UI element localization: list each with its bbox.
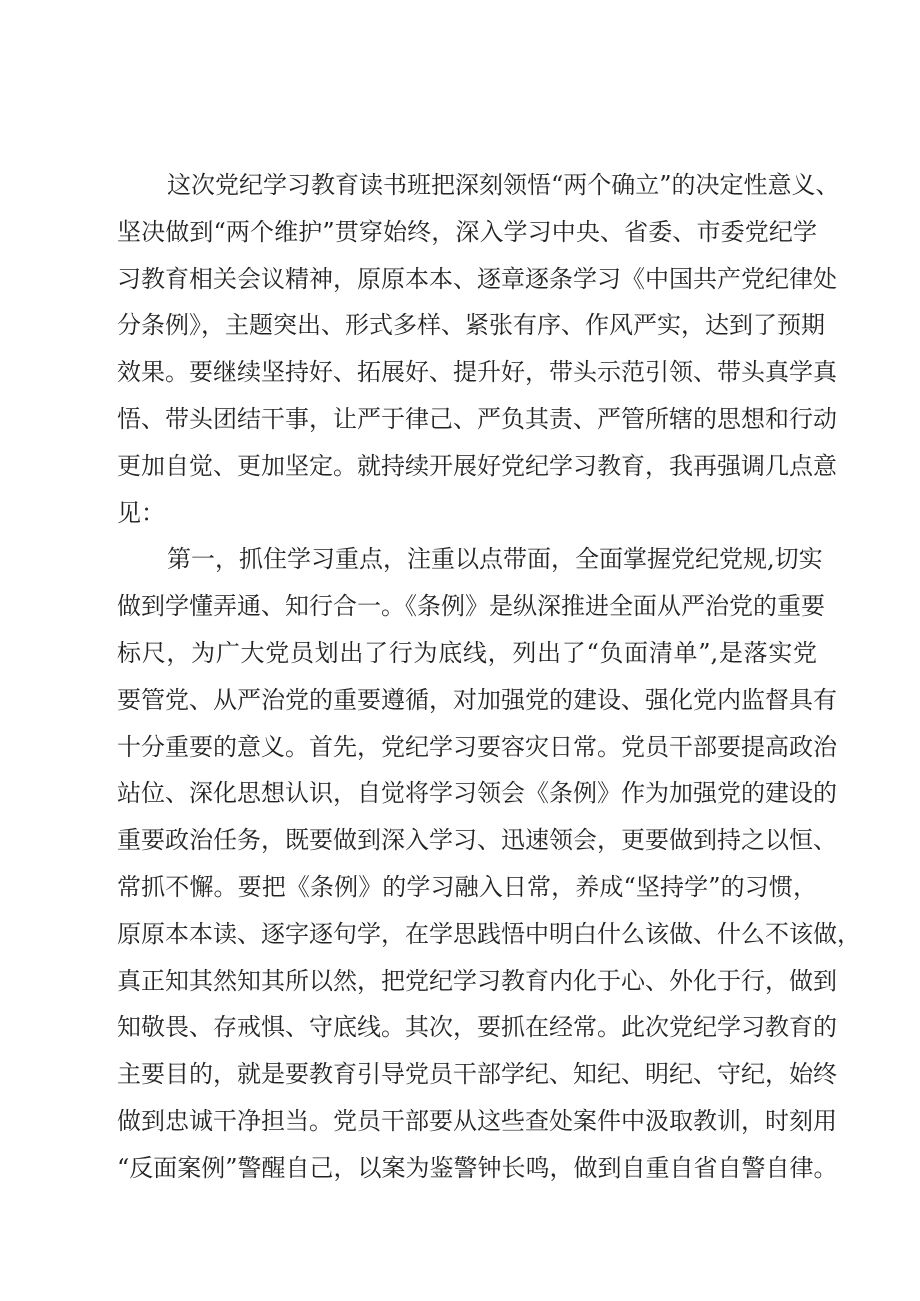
text-line: 这次党纪学习教育读书班把深刻领悟“两个确立”的决定性意义、	[167, 171, 840, 199]
text-line: 重要政治任务，既要做到深入学习、迅速领会，更要做到持之以恒、	[117, 826, 837, 855]
text-line: 标尺，为广大党员划出了行为底线，列出了“负面清单”,是落实党	[117, 638, 817, 667]
paragraph-intro	[117, 162, 840, 536]
document-body	[117, 162, 861, 1192]
text-line: 知敬畏、存戒惧、守底线。其次，要抓在经常。此次党纪学习教育的	[117, 1013, 837, 1042]
text-line: 分条例》，主题突出、形式多样、紧张有序、作风严实，达到了预期	[117, 311, 825, 340]
text-line: 做到学懂弄通、知行合一。《条例》是纵深推进全面从严治党的重要	[117, 592, 825, 621]
paragraph-point-one	[117, 536, 861, 1191]
text-line: 十分重要的意义。首先，党纪学习要容灾日常。党员干部要提高政治	[117, 732, 837, 761]
text-line: 效果。要继续坚持好、拓展好、提升好，带头示范引领、带头真学真	[117, 358, 837, 387]
text-line: 见：	[117, 498, 165, 527]
text-line: 更加自觉、更加坚定。就持续开展好党纪学习教育，我再强调几点意	[117, 451, 837, 480]
text-line: 做到忠诚干净担当。党员干部要从这些查处案件中汲取教训，时刻用	[117, 1106, 837, 1135]
text-line: 主要目的，就是要教育引导党员干部学纪、知纪、明纪、守纪，始终	[117, 1060, 837, 1089]
text-line: 悟、带头团结干事，让严于律己、严负其责、严管所辖的思想和行动	[117, 404, 837, 433]
text-line: 常抓不懈。要把《条例》的学习融入日常，养成“坚持学”的习惯，	[117, 872, 817, 901]
text-line: 真正知其然知其所以然，把党纪学习教育内化于心、外化于行，做到	[117, 966, 837, 995]
text-line: 习教育相关会议精神，原原本本、逐章逐条学习《中国共产党纪律处	[117, 264, 837, 293]
text-line: 站位、深化思想认识，自觉将学习领会《条例》作为加强党的建设的	[117, 779, 837, 808]
text-line: 坚决做到“两个维护”贯穿始终，深入学习中央、省委、市委党纪学	[117, 217, 817, 246]
text-line: 原原本本读、逐字逐句学，在学思践悟中明白什么该做、什么不该做，	[117, 919, 861, 948]
text-line: 第一，抓住学习重点，注重以点带面，全面掌握党纪党规,切实	[167, 545, 823, 574]
text-line: “反面案例”警醒自己，以案为鉴警钟长鸣，做到自重自省自警自律。	[117, 1153, 838, 1182]
text-line: 要管党、从严治党的重要遵循，对加强党的建设、强化党内监督具有	[117, 685, 837, 714]
